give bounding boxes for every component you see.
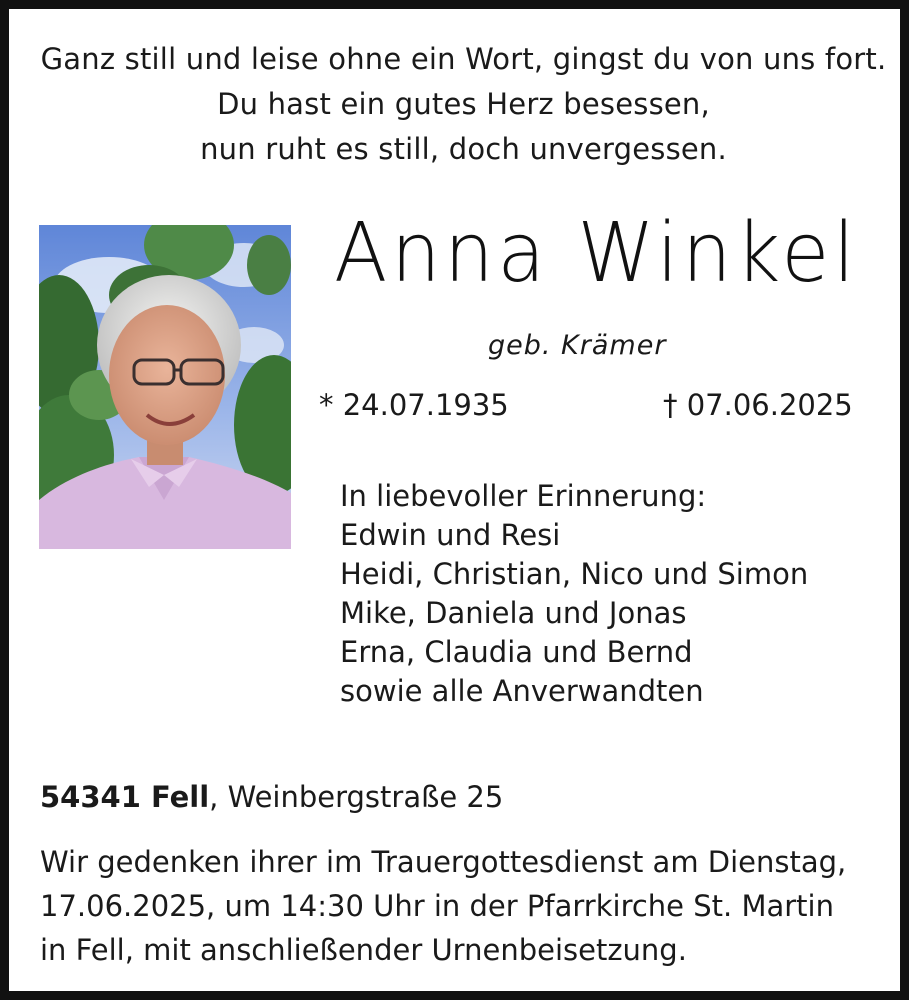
service-line: 17.06.2025, um 14:30 Uhr in der Pfarrkirche St. Martin — [40, 889, 834, 923]
address-street: , Weinbergstraße 25 — [209, 780, 504, 814]
address — [40, 780, 503, 814]
poem-line: Ganz still und leise ohne ein Wort, gingst du von uns fort. — [40, 42, 887, 76]
poem-line: nun ruht es still, doch unvergessen. — [200, 132, 727, 166]
mourner-line: Heidi, Christian, Nico und Simon — [340, 557, 809, 591]
service-line: in Fell, mit anschließender Urnenbeisetzung. — [40, 933, 687, 967]
death-date: † 07.06.2025 — [663, 388, 853, 422]
deceased-name: Anna Winkel — [334, 206, 859, 301]
mourners-list — [340, 477, 808, 711]
mourners-heading: In liebevoller Erinnerung: — [340, 479, 707, 513]
mourner-line: Erna, Claudia und Bernd — [340, 635, 693, 669]
poem-line: Du hast ein gutes Herz besessen, — [217, 87, 710, 121]
mourner-line: Mike, Daniela und Jonas — [340, 596, 687, 630]
birth-name: geb. Krämer — [488, 330, 667, 361]
portrait-photo — [39, 225, 291, 549]
poem — [18, 37, 909, 172]
mourner-line: sowie alle Anverwandten — [340, 674, 704, 708]
service-notice — [40, 840, 846, 972]
mourner-line: Edwin und Resi — [340, 518, 561, 552]
address-postcode-city: 54341 Fell — [40, 780, 210, 814]
service-line: Wir gedenken ihrer im Trauergottesdienst am Dienstag, — [40, 845, 847, 879]
birth-date: * 24.07.1935 — [319, 388, 509, 422]
